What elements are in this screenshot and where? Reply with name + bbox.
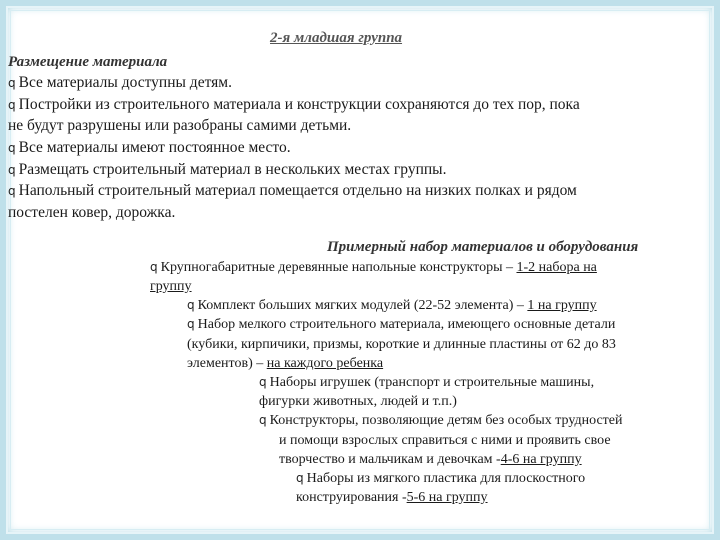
item-5-cont2: творчество и мальчикам и девочкам -4-6 на группу xyxy=(279,452,582,467)
section-heading: Размещение материала xyxy=(8,54,168,70)
bullet-marker-icon: q xyxy=(8,141,16,155)
item-5: q Конструкторы, позволяющие детям без особых трудностей xyxy=(259,413,623,428)
bullet-5: q Напольный строительный материал помещается отдельно на низких полках и рядом xyxy=(8,182,577,199)
bullet-marker-icon: q xyxy=(259,413,267,427)
item-4: q Наборы игрушек (транспорт и строительные машины, xyxy=(259,375,595,390)
bullet-marker-icon: q xyxy=(187,298,195,312)
bullet-marker-icon: q xyxy=(8,76,16,90)
item-5-cont: и помощи взрослых справиться с ними и проявить свое xyxy=(279,433,611,448)
item-6-cont: конструирования -5-6 на группу xyxy=(296,490,488,505)
bullet-2-cont: не будут разрушены или разобраны самими детьми. xyxy=(8,117,352,134)
bullet-3: q Все материалы имеют постоянное место. xyxy=(8,139,291,156)
bullet-1: q Все материалы доступны детям. xyxy=(8,74,232,91)
sub-heading: Примерный набор материалов и оборудования xyxy=(327,239,639,255)
bullet-marker-icon: q xyxy=(187,317,195,331)
item-6: q Наборы из мягкого пластика для плоскостного xyxy=(296,471,586,486)
item-3: q Набор мелкого строительного материала, имеющего основные детали xyxy=(187,317,616,332)
bullet-marker-icon: q xyxy=(8,163,16,177)
bullet-2: q Постройки из строительного материала и конструкции сохраняются до тех пор, пока xyxy=(8,96,580,113)
bullet-marker-icon: q xyxy=(259,375,267,389)
slide-title: 2-я младшая группа xyxy=(270,30,403,46)
bullet-marker-icon: q xyxy=(150,260,158,274)
item-1: q Крупногабаритные деревянные напольные конструкторы – 1-2 набора на xyxy=(150,260,597,275)
bullet-marker-icon: q xyxy=(296,471,304,485)
bullet-5-cont: постелен ковер, дорожка. xyxy=(8,204,176,221)
item-4-cont: фигурки животных, людей и т.п.) xyxy=(259,394,457,409)
item-3-cont2: элементов) – на каждого ребенка xyxy=(187,356,384,371)
item-1-cont: группу xyxy=(150,279,192,294)
item-3-cont: (кубики, кирпичики, призмы, короткие и длинные пластины от 62 до 83 xyxy=(187,337,616,352)
item-2: q Комплект больших мягких модулей (22-52 элемента) – 1 на группу xyxy=(187,298,597,313)
bullet-marker-icon: q xyxy=(8,98,16,112)
bullet-marker-icon: q xyxy=(8,184,16,198)
bullet-4: q Размещать строительный материал в нескольких местах группы. xyxy=(8,161,447,178)
